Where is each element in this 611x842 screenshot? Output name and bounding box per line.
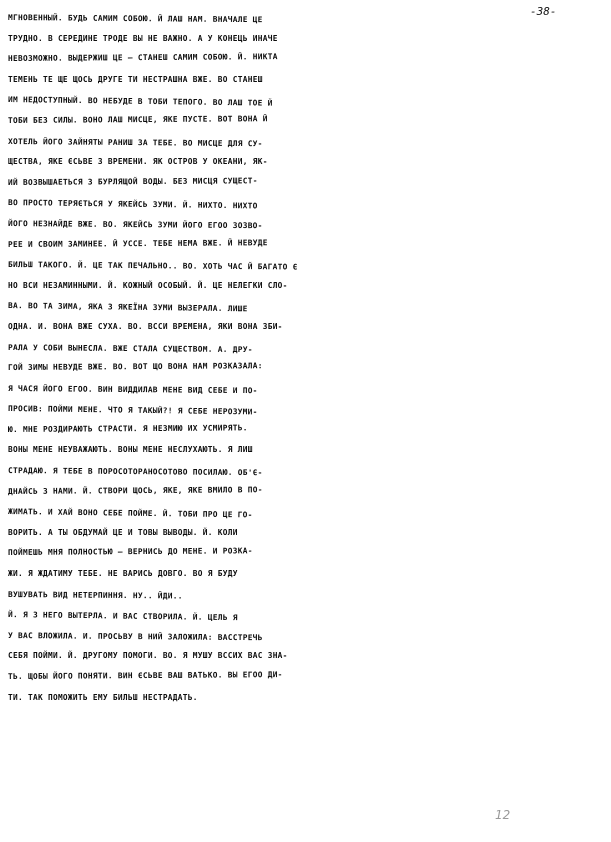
text-line: ВОНЫ МЕНЕ НЕУВАЖАЮТЬ. ВОНЫ МЕНЕ НЕСЛУХАЮТЬ. Я ЛИШ (8, 445, 253, 455)
text-line: Ю. МНЕ РОЗДИРАЮТЬ СТРАСТИ. Я НЕЗМИЮ ИХ УСМИРЯТЬ. (7, 423, 248, 434)
text-line: Я ЧАСЯ ЙОГО ЕГОО. ВИН ВИДДИЛАВ МЕНЕ ВИД СЕБЕ И ПО- (7, 383, 258, 395)
text-line: Й. Я З НЕГО ВЫТЕРЛА. И ВАС СТВОРИЛА. Й. ЦЕЛЬ Я (7, 610, 238, 623)
text-line: ТИ. ТАК ПОМОЖИТЬ ЕМУ БИЛЬШ НЕСТРАДАТЬ. (8, 692, 198, 702)
text-line: ГОЙ ЗИМЫ НЕВУДЕ ВЖЕ. ВО. ВОТ ЩО ВОНА НАМ РОЗКАЗАЛА: (7, 361, 263, 373)
text-line: ЖИ. Я ЖДАТИМУ ТЕБЕ. НЕ ВАРИСЬ ДОВГО. ВО Я БУДУ (8, 569, 238, 579)
text-line: ЙОГО НЕЗНАЙДЕ ВЖЕ. ВО. ЯКЕЙСЬ ЗУМИ ЙОГО ЕГОО ЗОЗВО- (7, 218, 263, 231)
text-line: НЕВОЗМОЖНО. ВЫДЕРЖИШ ЦЕ — СТАНЕШ САМИМ СОБОЮ. Й. НИКТА (7, 52, 278, 64)
text-line: СТРАДАЮ. Я ТЕБЕ В ПОРОСОТОРАНОСОТОВО ПОСИЛАЮ. ОБ'Є- (7, 466, 263, 478)
text-line: ВУШУВАТЬ ВИД НЕТЕРПИННЯ. НУ.. ЙДИ.. (7, 589, 183, 601)
text-line: ПРОСИВ: ПОЙМИ МЕНЕ. ЧТО Я ТАКЫЙ?! Я СЕБЕ НЕРОЗУМИ- (7, 404, 258, 417)
text-line: ТОБИ БЕЗ СИЛЫ. ВОНО ЛАШ МИСЦЕ, ЯКЕ ПУСТЕ. ВОТ ВОНА Й (7, 114, 268, 125)
page-number-top: -38- (530, 5, 557, 18)
text-line: ВОРИТЬ. А ТЫ ОБДУМАЙ ЦЕ И ТОВЫ ВЫВОДЫ. Й. КОЛИ (8, 527, 238, 537)
text-line: ВА. ВО ТА ЗИМА, ЯКА З ЯКЕЇНА ЗУМИ ВЫЗЕРАЛА. ЛИШЕ (7, 301, 248, 314)
page-number-bottom: 12 (495, 808, 511, 822)
text-line: ТРУДНО. В СЕРЕДИНЕ ТРОДЕ ВЫ НЕ ВАЖНО. А У КОНЕЦЬ ИНАЧЕ (8, 33, 278, 43)
text-line: ДНАЙСЬ З НАМИ. Й. СТВОРИ ЩОСЬ, ЯКЕ, ЯКЕ ВМИЛО В ПО- (7, 484, 263, 496)
text-line: БИЛЬШ ТАКОГО. Й. ЦЕ ТАК ПЕЧАЛЬНО.. ВО. ХОТЬ ЧАС Й БАГАТО Є (7, 260, 298, 272)
text-line: ЩЕСТВА, ЯКЕ ЄСЬВЕ З ВРЕМЕНИ. ЯК ОСТРОВ У ОКЕАНИ, ЯК- (8, 157, 268, 167)
text-line: ОДНА. И. ВОНА ВЖЕ СУХА. ВО. ВССИ ВРЕМЕНА, ЯКИ ВОНА ЗБИ- (8, 321, 283, 331)
text-line: ТЬ. ЩОБЫ ЙОГО ПОНЯТИ. ВИН ЄСЬВЕ ВАШ ВАТЬКО. ВЫ ЕГОО ДИ- (7, 670, 283, 681)
text-line: НО ВСИ НЕЗАМИННЫМИ. Й. КОЖНЫЙ ОСОБЫЙ. Й. ЦЕ НЕЛЕГКИ СЛО- (8, 280, 288, 290)
text-line: ЖИМАТЬ. И ХАЙ ВОНО СЕБЕ ПОЙМЕ. Й. ТОБИ ПРО ЦЕ ГО- (7, 507, 253, 520)
text-line: ХОТЕЛЬ ЙОГО ЗАЙНЯТЫ РАНИШ ЗА ТЕБЕ. ВО МИСЦЕ ДЛЯ СУ- (7, 136, 263, 148)
text-line: ПОЙМЕШЬ МНЯ ПОЛНОСТЬЮ — ВЕРНИСЬ ДО МЕНЕ. И РОЗКА- (7, 546, 253, 558)
text-line: У ВАС ВЛОЖИЛА. И. ПРОСЬВУ В НИЙ ЗАЛОЖИЛА: ВАССТРЕЧЬ (7, 630, 263, 643)
handwritten-text-block (8, 8, 603, 708)
text-line: РАЛА У СОБИ ВЫНЕСЛА. ВЖЕ СТАЛА СУЩЕСТВОМ. А. ДРУ- (7, 342, 253, 354)
text-line: ВО ПРОСТО ТЕРЯЄТЬСЯ У ЯКЕЙСЬ ЗУМИ. Й. НИХТО. НИХТО (7, 198, 258, 211)
text-line: СЕБЯ ПОЙМИ. Й. ДРУГОМУ ПОМОГИ. ВО. Я МУШУ ВССИХ ВАС ЗНА- (8, 651, 288, 661)
text-line: ИЙ ВОЗВЫШАЕТЬСЯ З БУРЛЯЩОЙ ВОДЫ. БЕЗ МИСЦЯ СУЩЕСТ- (7, 176, 258, 187)
text-line: ТЕМЕНЬ ТЕ ЩЕ ЩОСЬ ДРУГЕ ТИ НЕСТРАШНА ВЖЕ. ВО СТАНЕШ (8, 74, 263, 84)
text-line: МГНОВЕННЫЙ. БУДЬ САМИМ СОБОЮ. Й ЛАШ НАМ. ВНАЧАЛЕ ЦЕ (7, 13, 263, 25)
text-line: РЕЕ И СВОИМ ЗАМИНЕЕ. Й УССЕ. ТЕБЕ НЕМА ВЖЕ. Й НЕВУДЕ (7, 237, 268, 249)
text-line: ИМ НЕДОСТУПНЫЙ. ВО НЕБУДЕ В ТОБИ ТЕПОГО. ВО ЛАШ ТОЕ Й (7, 95, 273, 109)
